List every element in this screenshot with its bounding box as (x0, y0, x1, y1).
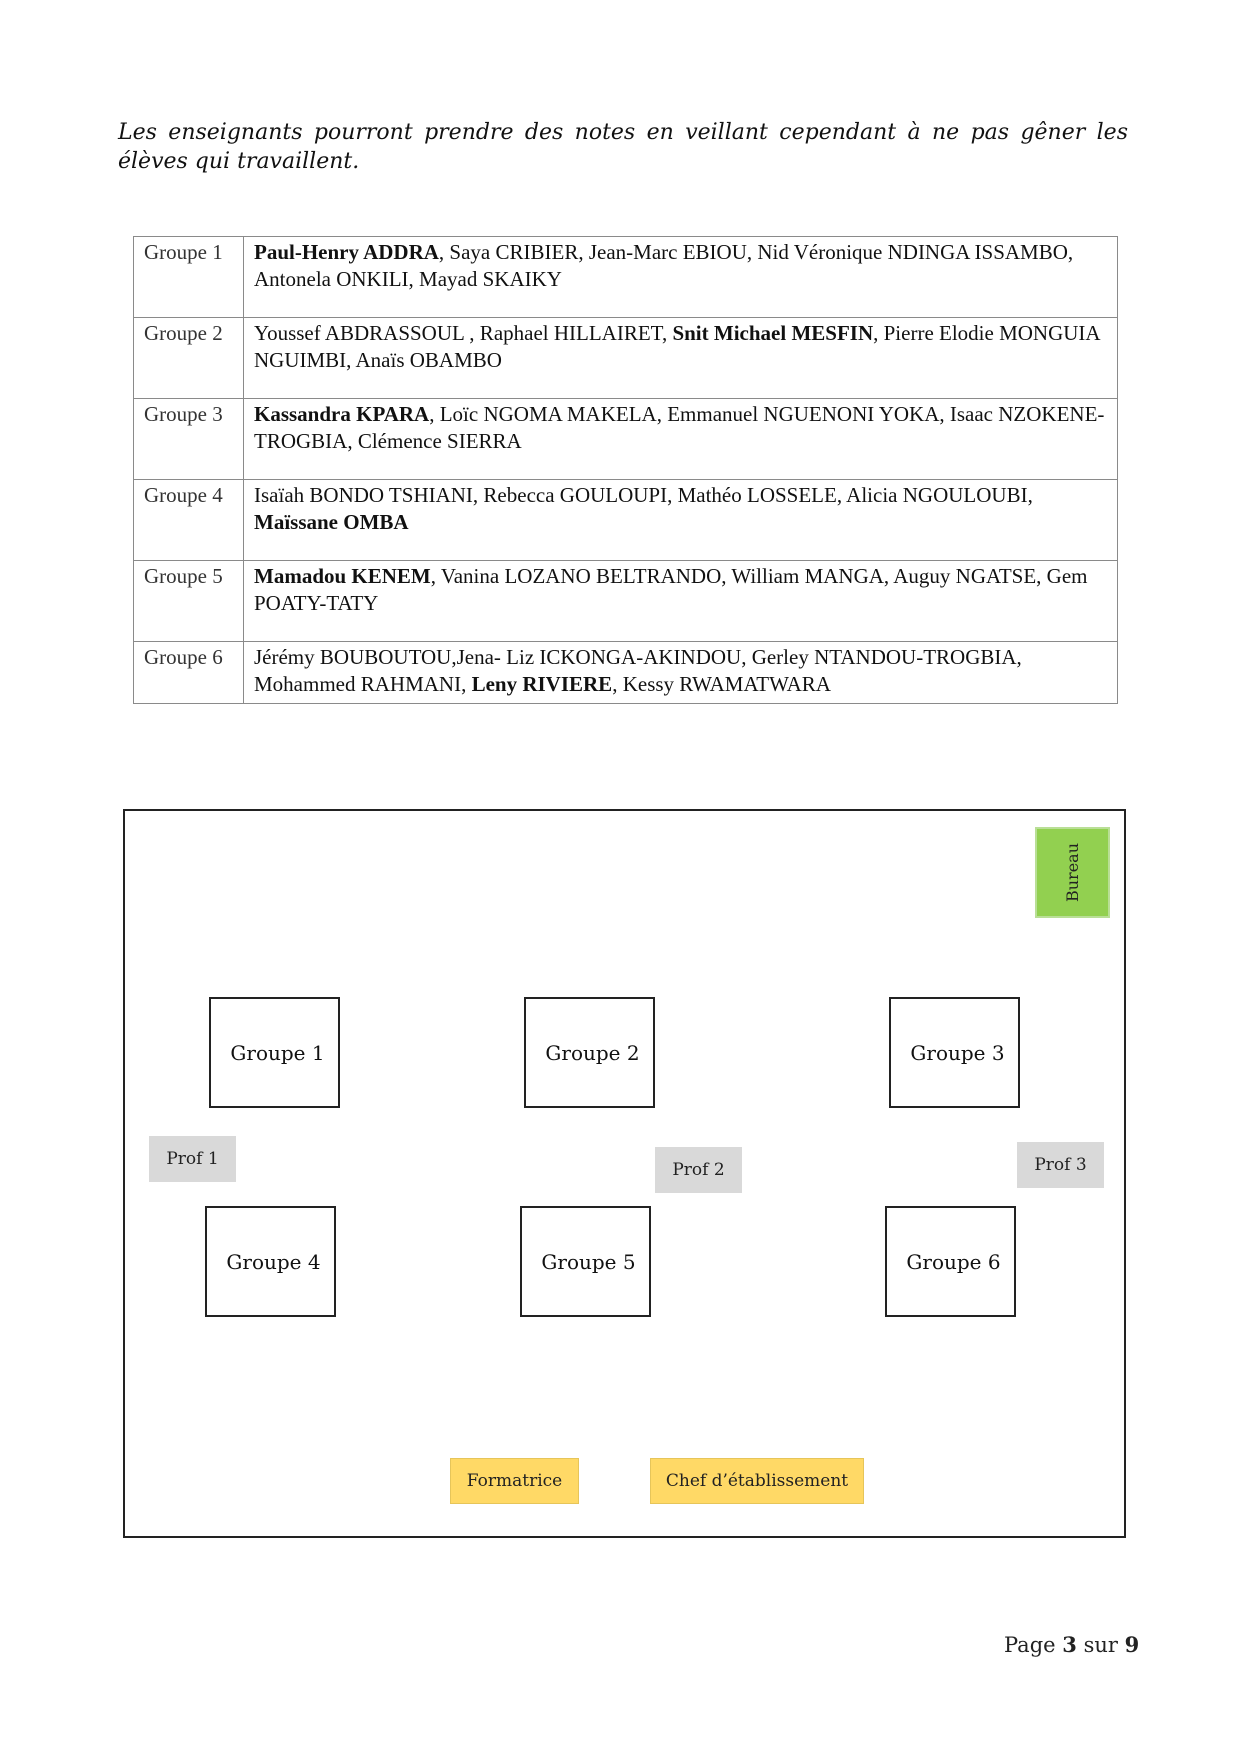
table-groupe-1 (209, 997, 340, 1108)
prof-label: Prof 3 (1034, 1155, 1087, 1175)
groups-table (133, 236, 1118, 704)
footer-current-page: 3 (1062, 1632, 1077, 1657)
bureau-label: Bureau (1063, 842, 1082, 903)
formatrice-seat (450, 1458, 579, 1504)
table-row (134, 561, 1118, 642)
prof-2-seat (655, 1147, 742, 1193)
intro-paragraph: Les enseignants pourront prendre des notes en veillant cependant à ne pas gêner les élèves qui travaillent. (118, 120, 1128, 174)
group-name-cell: Groupe 4 (134, 480, 244, 561)
bureau-desk (1035, 827, 1110, 918)
classroom-plan (123, 809, 1126, 1538)
group-leader-name: Snit Michael MESFIN (672, 321, 874, 345)
group-name-cell: Groupe 6 (134, 642, 244, 704)
group-name-cell: Groupe 3 (134, 399, 244, 480)
table-row (134, 642, 1118, 704)
prof-1-seat (149, 1136, 236, 1182)
footer-total-pages: 9 (1124, 1632, 1140, 1657)
group-members-cell (244, 237, 1118, 318)
table-row (134, 480, 1118, 561)
group-members-cell (244, 399, 1118, 480)
table-groupe-3 (889, 997, 1020, 1108)
footer-sur-word: sur (1083, 1633, 1118, 1657)
table-label: Groupe 4 (226, 1249, 321, 1274)
table-label: Groupe 6 (906, 1249, 1001, 1274)
table-label: Groupe 2 (545, 1040, 640, 1065)
group-leader-name: Paul-Henry ADDRA (254, 240, 439, 264)
table-groupe-2 (524, 997, 655, 1108)
table-row (134, 399, 1118, 480)
group-member-names: , Vanina LOZANO BELTRANDO, William MANGA, Auguy NGATSE, Gem POATY-TATY (254, 564, 1088, 615)
prof-label: Prof 1 (166, 1149, 219, 1169)
group-name-cell: Groupe 5 (134, 561, 244, 642)
group-leader-name: Kassandra KPARA (254, 402, 430, 426)
prof-label: Prof 2 (672, 1160, 725, 1180)
group-leader-name: Maïssane OMBA (254, 510, 409, 534)
chef-etablissement-seat (650, 1458, 864, 1504)
group-member-names: , Saya CRIBIER, Jean-Marc EBIOU, Nid Véronique NDINGA ISSAMBO, Antonela ONKILI, Mayad SKAIKY (254, 240, 1074, 291)
group-members-cell (244, 561, 1118, 642)
table-row (134, 318, 1118, 399)
footer-page-word: Page (1004, 1633, 1056, 1657)
group-members-cell (244, 480, 1118, 561)
group-members-cell (244, 318, 1118, 399)
group-name-cell: Groupe 2 (134, 318, 244, 399)
page-footer (1004, 1632, 1139, 1657)
group-member-names: Jérémy BOUBOUTOU,Jena- Liz ICKONGA-AKINDOU, Gerley NTANDOU-TROGBIA, Mohammed RAHMANI, (254, 645, 1022, 696)
group-member-names: , Pierre Elodie MONGUIA NGUIMBI, Anaïs OBAMBO (254, 321, 1100, 372)
table-groupe-4 (205, 1206, 336, 1317)
group-members-cell (244, 642, 1118, 704)
group-leader-name: Mamadou KENEM (254, 564, 431, 588)
group-name-cell: Groupe 1 (134, 237, 244, 318)
table-groupe-6 (885, 1206, 1016, 1317)
group-member-names: , Kessy RWAMATWARA (612, 672, 831, 696)
table-label: Groupe 3 (910, 1040, 1005, 1065)
group-member-names: Youssef ABDRASSOUL , Raphael HILLAIRET, (254, 321, 673, 345)
prof-3-seat (1017, 1142, 1104, 1188)
table-label: Groupe 1 (230, 1040, 325, 1065)
formatrice-label: Formatrice (466, 1471, 563, 1491)
chef-label: Chef d’établissement (665, 1471, 849, 1491)
table-row (134, 237, 1118, 318)
group-member-names: Isaïah BONDO TSHIANI, Rebecca GOULOUPI, Mathéo LOSSELE, Alicia NGOULOUBI, (254, 483, 1033, 507)
table-groupe-5 (520, 1206, 651, 1317)
table-label: Groupe 5 (541, 1249, 636, 1274)
group-member-names: , Loïc NGOMA MAKELA, Emmanuel NGUENONI YOKA, Isaac NZOKENE-TROGBIA, Clémence SIERRA (254, 402, 1105, 453)
group-leader-name: Leny RIVIERE (471, 672, 613, 696)
